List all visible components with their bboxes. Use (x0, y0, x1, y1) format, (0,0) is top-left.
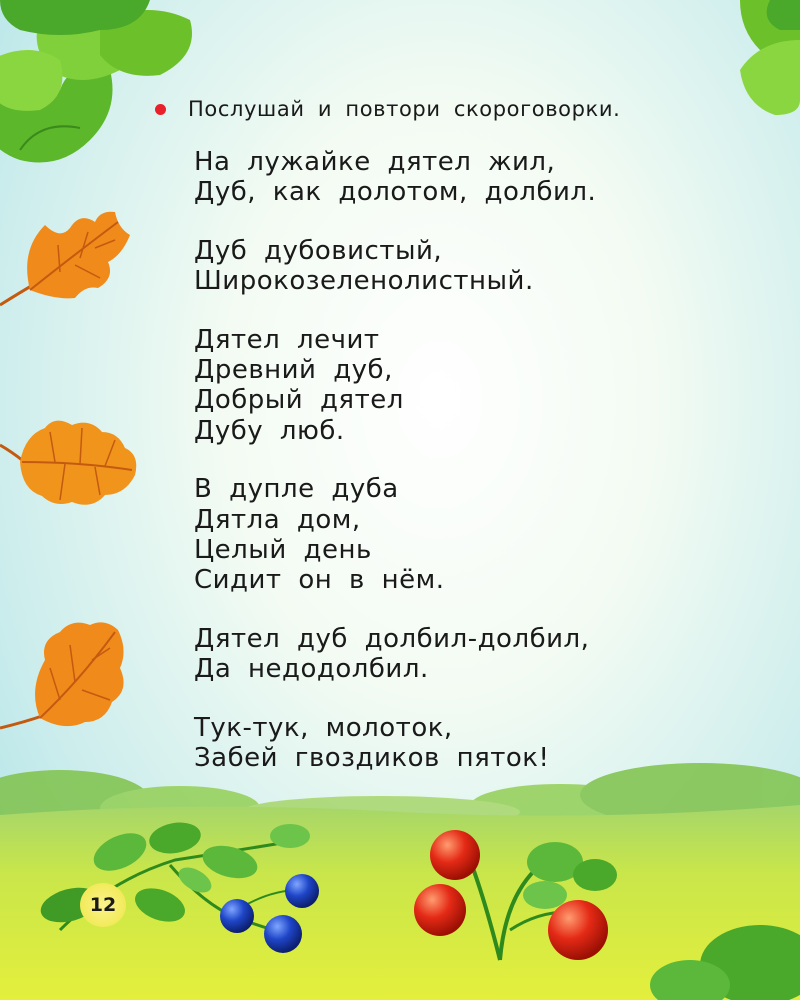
poem-line: Широкозеленолистный. (194, 266, 534, 297)
autumn-oak-leaf-1 (0, 212, 130, 305)
poem-line: В дупле дуба (194, 474, 399, 505)
autumn-oak-leaf-2 (0, 421, 136, 505)
stanza (194, 236, 596, 296)
poem-line: Дуб дубовистый, (194, 236, 443, 266)
poem-line: Забей гвоздиков пяток! (194, 743, 550, 774)
poem-line: Дуб, как долотом, долбил. (194, 177, 597, 208)
poem-line: Древний дуб, (194, 355, 393, 386)
poem-line: Тук-тук, молоток, (194, 712, 453, 743)
stanza (194, 474, 596, 595)
page-number: 12 (80, 883, 126, 927)
oak-leaves-top-left (0, 0, 192, 163)
poem-line: Дятла дом, (194, 504, 361, 535)
instruction-heading (155, 97, 620, 121)
stanza (194, 624, 596, 684)
instruction-text: Послушай и повтори скороговорки. (188, 97, 621, 121)
stanza (194, 147, 596, 207)
poem-line: Сидит он в нём. (194, 565, 445, 596)
stanza (194, 713, 596, 773)
poem-line: На лужайке дятел жил, (194, 147, 556, 177)
autumn-oak-leaf-3 (0, 622, 124, 728)
tongue-twisters-list (194, 147, 596, 802)
poem-line: Дятел лечит (194, 325, 380, 355)
poem-line: Добрый дятел (194, 385, 404, 416)
poem-line: Дятел дуб долбил-долбил, (194, 623, 590, 654)
poem-line: Дубу люб. (194, 415, 345, 446)
bullet-icon (155, 104, 166, 115)
poem-line: Целый день (194, 534, 372, 565)
stanza (194, 325, 596, 446)
oak-leaves-top-right (740, 0, 800, 115)
poem-line: Да недодолбил. (194, 654, 429, 685)
